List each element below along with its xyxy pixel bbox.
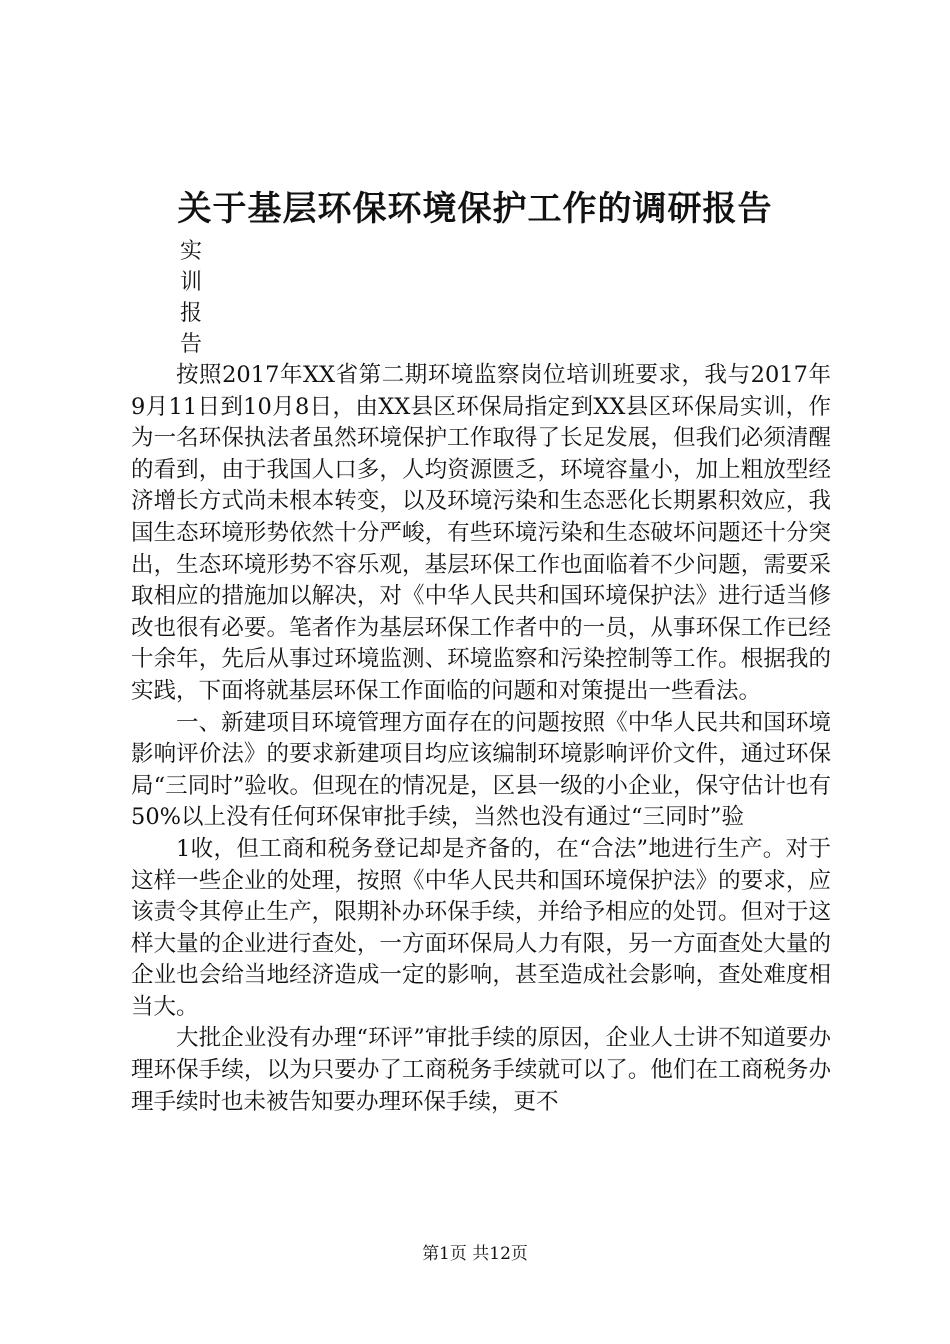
vertical-char: 报 — [180, 301, 203, 326]
document-body — [131, 360, 831, 1118]
paragraph: 大批企业没有办理“环评”审批手续的原因，企业人士讲不知道要办理环保手续，以为只要办了工商税务手续就可以了。他们在工商税务办理手续时也未被告知要办理环保手续，更不 — [131, 1025, 831, 1115]
paragraph: 1收，但工商和税务登记却是齐备的，在“合法”地进行生产。对于这样一些企业的处理，按照《中华人民共和国环境保护法》的要求，应该责令其停止生产，限期补办环保手续，并给予相应的处罚。但对于这样大量的企业进行查处，一方面环保局人力有限，另一方面查处大量的企业也会给当地经济造成一定的影响，甚至造成社会影响，查处难度相当大。 — [131, 835, 831, 1020]
vertical-char: 训 — [180, 270, 203, 295]
vertical-label — [180, 236, 210, 360]
vertical-char: 告 — [180, 332, 203, 357]
page-footer: 第1页 共12页 — [422, 1244, 528, 1264]
vertical-char: 实 — [180, 239, 203, 264]
document-title: 关于基层环保环境保护工作的调研报告 — [177, 189, 773, 229]
paragraph: 一、新建项目环境管理方面存在的问题按照《中华人民共和国环境影响评价法》的要求新建项目均应该编制环境影响评价文件，通过环保局“三同时”验收。但现在的情况是，区县一级的小企业，保守估计也有50%以上没有任何环保审批手续，当然也没有通过“三同时”验 — [131, 709, 831, 831]
paragraph: 按照2017年XX省第二期环境监察岗位培训班要求，我与2017年9月11日到10月8日，由XX县区环保局指定到XX县区环保局实训，作为一名环保执法者虽然环境保护工作取得了长足发展，但我们必须清醒的看到，由于我国人口多，人均资源匮乏，环境容量小，加上粗放型经济增长方式尚未根本转变，以及环境污染和生态恶化长期累积效应，我国生态环境形势依然十分严峻，有些环境污染和生态破坏问题还十分突出，生态环境形势不容乐观，基层环保工作也面临着不少问题，需要采取相应的措施加以解决，对《中华人民共和国环境保护法》进行适当修改也很有必要。笔者作为基层环保工作者中的一员，从事环保工作已经十余年，先后从事过环境监测、环境监察和污染控制等工作。根据我的实践，下面将就基层环保工作面临的问题和对策提出一些看法。 — [131, 362, 831, 704]
